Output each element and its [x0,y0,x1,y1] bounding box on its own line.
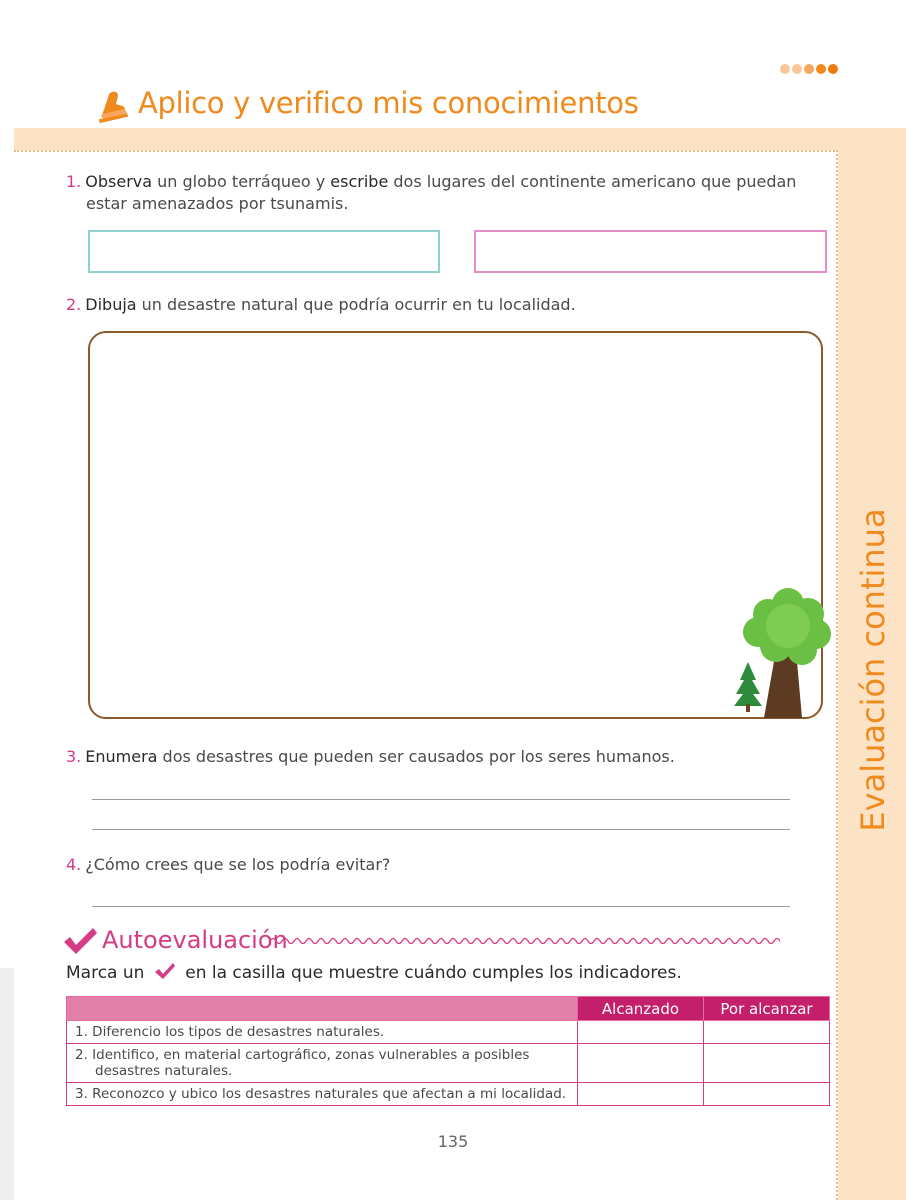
section-title: Autoevaluación [102,926,288,954]
indicator-text: 1. Diferencio los tipos de desastres naturales. [75,1024,385,1040]
alcanzado-checkbox[interactable] [578,1083,704,1106]
alcanzado-checkbox[interactable] [578,1044,704,1083]
table-header-row [67,997,830,1021]
dot [816,64,826,74]
answer-line[interactable] [92,906,790,907]
page-title: Aplico y verifico mis conocimientos [138,86,639,120]
question-text: dos lugares del continente americano que puedan [388,172,797,191]
alcanzado-checkbox[interactable] [578,1021,704,1044]
table-header-blank [67,997,578,1021]
dot [804,64,814,74]
question-2 [66,294,576,316]
instruction-text: en la casilla que muestre cuándo cumples los indicadores. [185,963,682,983]
instruction [66,962,682,983]
checkmark-icon [154,962,176,980]
wavy-divider [270,934,780,948]
question-4 [66,854,390,876]
question-verb: escribe [330,172,389,191]
page-dots [780,64,838,74]
indicator-cell [67,1083,578,1106]
tree-illustration [728,584,836,718]
instruction-text: Marca un [66,963,145,983]
question-verb: Enumera [85,747,158,766]
question-number: 1. [66,172,82,191]
indicator-cell [67,1021,578,1044]
por-alcanzar-checkbox[interactable] [704,1044,830,1083]
answer-box-1[interactable] [88,230,440,273]
question-verb: Dibuja [85,295,137,314]
question-3 [66,746,675,768]
indicator-cell [67,1044,578,1083]
por-alcanzar-checkbox[interactable] [704,1083,830,1106]
question-text: dos desastres que pueden ser causados por los seres humanos. [157,747,675,766]
question-verb: Observa [85,172,153,191]
dot [792,64,802,74]
question-text: estar amenazados por tsunamis. [86,194,349,213]
indicator-text: 2. Identifico, en material cartográfico, zonas vulnerables a posibles [75,1047,530,1063]
column-header: Alcanzado [578,997,704,1021]
answer-line[interactable] [92,799,790,800]
hand-stamp-icon [96,88,134,126]
indicator-text: 3. Reconozco y ubico los desastres naturales que afectan a mi localidad. [75,1086,567,1102]
margin-shade [0,968,14,1200]
dotted-divider-vertical [836,150,838,1200]
question-number: 3. [66,747,82,766]
page-number: 135 [437,1132,469,1151]
drawing-area[interactable] [88,331,823,719]
dotted-divider [14,150,838,152]
question-text: un globo terráqueo y [152,172,331,191]
question-1 [66,171,826,215]
question-text: un desastre natural que podría ocurrir en tu localidad. [136,295,576,314]
question-number: 4. [66,855,82,874]
answer-box-2[interactable] [474,230,827,273]
question-number: 2. [66,295,82,314]
table-row [67,1044,830,1083]
top-band [14,128,906,150]
table-row [67,1021,830,1044]
question-text: ¿Cómo crees que se los podría evitar? [85,855,391,874]
table-row [67,1083,830,1106]
answer-line[interactable] [92,829,790,830]
checkmark-icon [62,926,98,956]
por-alcanzar-checkbox[interactable] [704,1021,830,1044]
dot [780,64,790,74]
dot [828,64,838,74]
indicators-table [66,996,830,1106]
side-label-text: Evaluación continua [854,508,892,832]
column-header: Por alcanzar [704,997,830,1021]
indicator-text: desastres naturales. [95,1063,233,1079]
side-label [840,508,906,832]
